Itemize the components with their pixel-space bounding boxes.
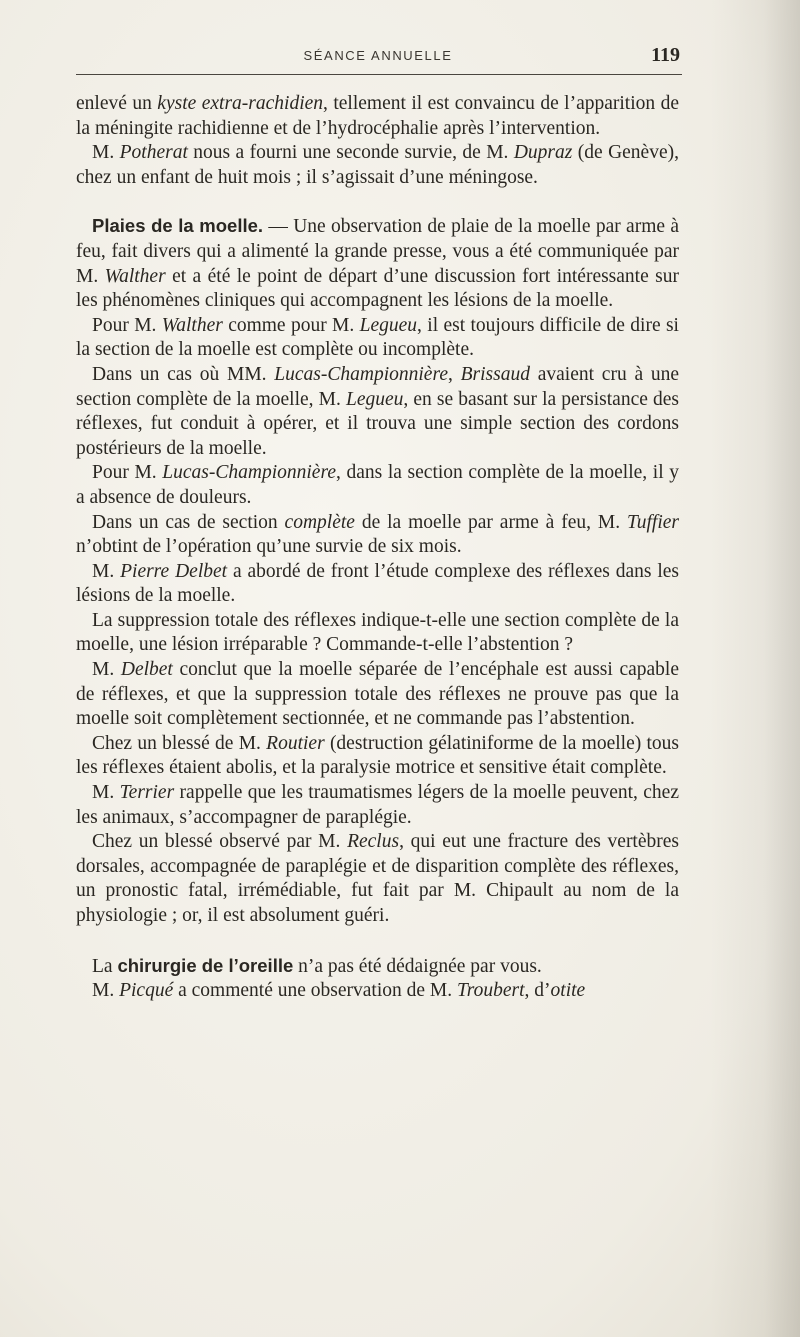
paragraph: Chez un blessé de M. Routier (destruction gélatiniforme de la moelle) tous les réflexes étaient abolis, et la paralysie motrice et sensitive était complète.: [76, 732, 679, 779]
paragraph: La suppression totale des réflexes indique-t-elle une section complète de la moelle, une lésion irréparable ? Commande-t-elle l’abstention ?: [76, 609, 679, 656]
paragraph: M. Picqué a commenté une observation de M. Troubert, d’otite: [92, 980, 586, 1002]
header-rule: [76, 74, 682, 75]
paragraph: M. Delbet conclut que la moelle séparée de l’encéphale est aussi capable de réflexes, et que la suppression totale des réflexes ne prouve pas que la moelle soit complètement sectionnée, et ne commande pas l’abstention.: [76, 659, 679, 730]
page-edge-shadow: [710, 0, 800, 1337]
body-text: [76, 92, 679, 1004]
paragraph: enlevé un kyste extra-rachidien, tellement il est convaincu de l’apparition de la méningite rachidienne et de l’hydrocéphalie après l’intervention.: [76, 93, 680, 139]
paragraph: Pour M. Lucas-Championnière, dans la section complète de la moelle, il y a absence de douleurs.: [76, 462, 679, 508]
paragraph: Pour M. Walther comme pour M. Legueu, il est toujours difficile de dire si la section de la moelle est complète ou incomplète.: [76, 314, 679, 361]
paragraph: M. Potherat nous a fourni une seconde survie, de M. Dupraz (de Genève), chez un enfant de huit mois ; il s’agissait d’une méningose.: [76, 142, 679, 188]
paragraph: M. Pierre Delbet a abordé de front l’étude complexe des réflexes dans les lésions de la moelle.: [76, 560, 679, 607]
page-header: [76, 46, 680, 70]
section-heading-plaies: Plaies de la moelle.: [92, 215, 264, 237]
paragraph: Chez un blessé observé par M. Reclus, qui eut une fracture des vertèbres dorsales, accompagnée de paraplégie et de disparition complète des réflexes, un pronostic fatal, irrémédiable, fut fait par M. Chipault au nom de la physiologie ; or, il est absolument guéri.: [76, 831, 679, 926]
paragraph: Dans un cas de section complète de la moelle par arme à feu, M. Tuffier n’obtint de l’opération qu’une survie de six mois.: [76, 511, 679, 558]
paragraph: M. Terrier rappelle que les traumatismes légers de la moelle peuvent, chez les animaux, s’accompagner de paraplégie.: [76, 782, 679, 828]
paragraph-section-plaies: Plaies de la moelle. — Une observation de plaie de la moelle par arme à feu, fait divers qui a alimenté la grande presse, vous a été communiquée par M. Walther et a été le point de départ d’une discussion fort intéressante sur les phénomènes cliniques qui accompagnent les lésions de la moelle.: [76, 215, 680, 312]
section-heading-oreille: chirurgie de l’oreille: [117, 954, 294, 976]
page-number: 119: [651, 44, 680, 66]
paragraph: Dans un cas où MM. Lucas-Championnière, Brissaud avaient cru à une section complète de la moelle, M. Legueu, en se basant sur la persistance des réflexes, fut conduit à opérer, et il trouva une simple section des cordons postérieurs de la moelle.: [76, 363, 680, 459]
running-title: SÉANCE ANNUELLE: [303, 48, 453, 63]
paragraph-section-oreille: La chirurgie de l’oreille n’a pas été dédaignée par vous.: [92, 954, 542, 977]
